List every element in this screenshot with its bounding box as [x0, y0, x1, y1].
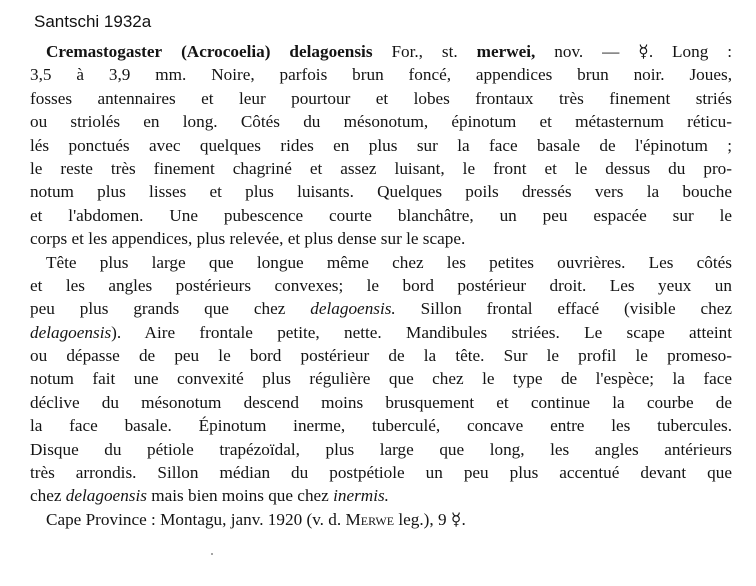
- text-line: ou striolés en long. Côtés du mésonotum, épinotum et métasternum réticu-: [30, 112, 732, 132]
- text-line: notum fait une convexité plus régulière que chez le type de l'espèce; la face: [30, 369, 732, 389]
- text-line: [30, 484, 732, 507]
- text-line: et l'abdomen. Une pubescence courte blanchâtre, un peu espacée sur le: [30, 205, 732, 225]
- text-segment: ). Aire frontale petite, nette. Mandibules striées. Le scape atteint: [111, 322, 732, 342]
- scan-speck: [211, 553, 213, 555]
- text-line: [30, 297, 732, 320]
- text-segment: mais bien moins que chez: [146, 486, 334, 506]
- text-line: déclive du mésonotum descend moins brusquement et continue la courbe de: [30, 392, 732, 412]
- text-line: et les angles postérieurs convexes; le bord postérieur droit. Les yeux un: [30, 275, 732, 295]
- taxon-author: For.,: [391, 42, 423, 61]
- text-segment: chez: [30, 486, 66, 506]
- text-line: très arrondis. Sillon médian du postpétiole un peu plus accentué devant que: [30, 463, 732, 483]
- italic-taxon-name: inermis.: [333, 486, 389, 506]
- description-text: [30, 40, 732, 531]
- text-line: Tête plus large que longue même chez les petites ouvrières. Les côtés: [46, 252, 732, 272]
- text-line: lés ponctués avec quelques rides en plus sur la face basale de l'épinotum ;: [30, 135, 732, 155]
- text-segment: peu plus grands que chez: [30, 299, 311, 319]
- collector-name: Merwe: [345, 509, 395, 529]
- italic-taxon-name: delagoensis: [65, 486, 147, 506]
- taxon-rank: st.: [441, 42, 458, 61]
- text-line: la face basale. Épinotum inerme, tuberculé, concave entre les tubercules.: [30, 416, 732, 436]
- text-line: [30, 321, 732, 344]
- locality-line: [30, 508, 732, 531]
- italic-taxon-name: delagoensis: [30, 322, 112, 342]
- taxon-subgenus: (Acrocoelia): [181, 42, 271, 61]
- locality-text: Cape Province : Montagu, janv. 1920 (v. d.: [46, 509, 346, 529]
- locality-text: leg.), 9 ☿.: [394, 509, 466, 529]
- text-segment: Sillon frontal effacé (visible chez: [395, 299, 732, 319]
- taxon-species: delagoensis: [289, 42, 373, 61]
- text-line: ou dépasse de peu le bord postérieur de la tête. Sur le profil le promeso-: [30, 346, 732, 366]
- text-line: notum plus lisses et plus luisants. Quelques poils dressés vers la bouche: [30, 182, 732, 202]
- italic-taxon-name: delagoensis.: [310, 299, 396, 319]
- text-line: Disque du pétiole trapézoïdal, plus large que long, les angles antérieurs: [30, 439, 732, 459]
- taxon-status: nov. — ☿.: [554, 42, 654, 61]
- taxon-length-label: Long :: [653, 42, 733, 61]
- text-line: corps et les appendices, plus relevée, et plus dense sur le scape.: [30, 229, 466, 249]
- text-line: 3,5 à 3,9 mm. Noire, parfois brun foncé, appendices brun noir. Joues,: [30, 65, 732, 85]
- taxon-subspecies: merwei,: [476, 42, 536, 61]
- citation-label: Santschi 1932a: [34, 12, 152, 31]
- text-line: le reste très finement chagriné et assez luisant, le front et le dessus du pro-: [30, 158, 732, 178]
- taxon-heading-line: [30, 40, 732, 63]
- taxon-genus: Cremastogaster: [46, 42, 163, 61]
- text-line: fosses antennaires et leur pourtour et lobes frontaux très finement striés: [30, 88, 732, 108]
